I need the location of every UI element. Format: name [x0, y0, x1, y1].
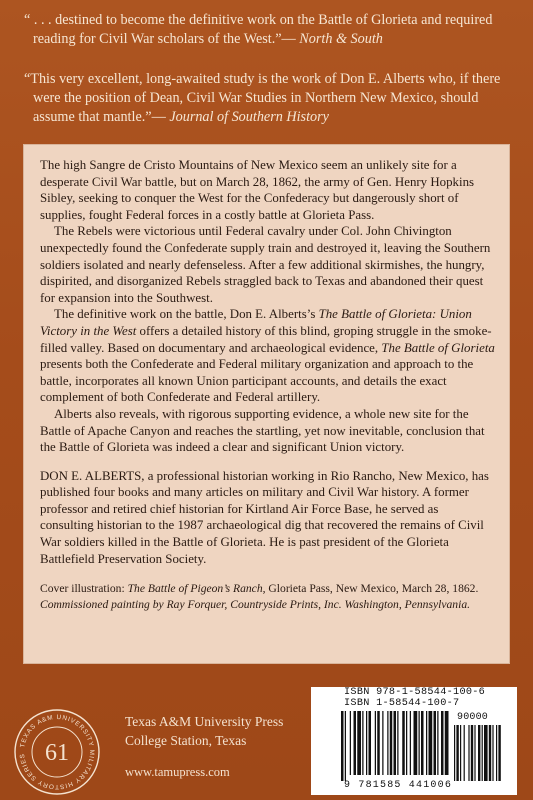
barcode-bars — [311, 687, 517, 795]
painting-credit: Commissioned painting by Ray Forquer, Countryside Prints, Inc. Washington, Pennsylvania. — [40, 597, 471, 611]
publisher-name: Texas A&M University Press — [125, 714, 284, 729]
publisher-website: www.tamupress.com — [125, 765, 230, 779]
painting-title: The Battle of Pigeon’s Ranch, — [127, 582, 266, 596]
isbn-10: ISBN 1-58544-100-7 — [344, 698, 460, 709]
barcode-addon-bar — [454, 725, 455, 781]
review-quote-north-south — [24, 11, 518, 49]
quote-source: Journal of Southern History — [165, 109, 329, 125]
quote-text: “ . . . destined to become the definitive work on the Battle of Glorieta and required reading for Civil War scholars of the West.”— — [24, 12, 493, 47]
barcode-bar — [429, 711, 433, 775]
barcode-addon-bar — [468, 725, 469, 781]
description-paragraph: Alberts also reveals, with rigorous supporting evidence, a whole new site for the Battle of Apache Canyon and reaches the startling, yet now inevitable, conclusion that the Battle of Glorieta was indeed a clear and significant Union victory. — [40, 406, 485, 455]
text-run: presents both the Confederate and Federal military organization and approach to the battle, incorporates all known Union participant accounts, and details the exact complement of both Confederate and Federal artillery. — [40, 357, 474, 405]
barcode-bar — [362, 711, 363, 775]
text-run: offers a detailed history of this blind, groping struggle in the smoke-filled valley. Based on documentary and archaeological evidence, — [40, 323, 492, 355]
barcode-bar — [382, 711, 383, 775]
barcode-bar — [369, 711, 372, 775]
barcode-bar — [366, 711, 367, 775]
description-paragraph — [40, 306, 495, 406]
barcode-bar — [437, 711, 438, 775]
barcode-addon-bar — [464, 725, 465, 781]
text-run: The definitive work on the battle, Don E. Alberts’s — [54, 307, 319, 322]
review-quote-journal-southern-history — [24, 70, 518, 127]
barcode-addon-bar — [456, 725, 458, 781]
barcode-addon-bar — [482, 725, 483, 781]
barcode-bar — [377, 711, 380, 775]
isbn-13: ISBN 978-1-58544-100-6 — [344, 687, 486, 698]
barcode-addon-number: 90000 — [457, 712, 489, 723]
barcode-bar — [445, 711, 449, 775]
caption-prefix: Cover illustration: — [40, 582, 128, 596]
barcode-bar — [414, 711, 418, 775]
quote-text: “This very excellent, long-awaited study is the work of Don E. Alberts who, if there were the position of Dean, Civil War Studies in Northern New Mexico, should assume that mantle.”— — [24, 71, 501, 125]
barcode-bar — [441, 711, 444, 775]
publisher-city: College Station, Texas — [125, 733, 247, 748]
barcode-bar — [350, 711, 351, 775]
barcode-bar — [357, 711, 361, 775]
barcode-bar — [390, 711, 393, 775]
description-panel — [23, 144, 510, 664]
quote-source: North & South — [295, 31, 383, 47]
barcode-bar — [402, 711, 405, 775]
series-seal-graphic — [12, 707, 102, 797]
barcode-addon-bar — [474, 725, 475, 781]
barcode-bar — [394, 711, 397, 775]
description-paragraph: The Rebels were victorious until Federal cavalry under Col. John Chivington unexpectedly found the Confederate supply train and destroyed it, leaving the Southern soldiers isolated and nearly defenseless. After a few additional skirmishes, the hungry, dispirited, and disorganized Rebels straggled back to Texas and abandoned their quest for expansion into the Southwest. — [40, 224, 491, 305]
military-history-series-seal — [12, 707, 102, 797]
caption-place: Glorieta Pass, New Mexico, March 28, 1862. — [265, 582, 479, 596]
barcode-bar — [434, 711, 437, 775]
barcode-bar — [375, 711, 376, 775]
barcode-addon-bar — [460, 725, 461, 781]
barcode-addon-bar — [498, 725, 500, 781]
isbn-barcode — [311, 687, 517, 795]
barcode-addon-bar — [471, 725, 473, 781]
seal-ring-text: TEXAS A&M UNIVERSITY MILITARY HISTORY SERIES — [18, 713, 96, 791]
book-title: The Battle of Glorieta: Union Victory in the West — [40, 307, 472, 338]
barcode-bar — [421, 711, 424, 775]
barcode-addon-bar — [489, 725, 491, 781]
barcode-addon-bar — [484, 725, 488, 781]
barcode-bar — [410, 711, 411, 775]
barcode-bar — [387, 711, 388, 775]
barcode-bar — [354, 711, 357, 775]
barcode-bar — [406, 711, 407, 775]
barcode-bar — [397, 711, 398, 775]
barcode-ean-number: 9 781585 441006 — [344, 780, 453, 791]
description-paragraph: The high Sangre de Cristo Mountains of New Mexico seem an unlikely site for a desperate Civil War battle, but on March 28, 1862, the army of Gen. Henry Hopkins Sibley, seeking to conquer the West for the Confederacy but dangerously short of supplies, fought Federal forces in a costly battle at Glorieta Pass. — [40, 158, 475, 222]
series-number: 61 — [45, 740, 69, 766]
barcode-addon-bar — [478, 725, 480, 781]
barcode-addon-bar — [492, 725, 493, 781]
barcode-bar — [341, 711, 344, 781]
cover-illustration-caption — [40, 581, 495, 612]
barcode-bar — [345, 711, 346, 781]
barcode-addon-bar — [496, 725, 497, 781]
barcode-bar — [419, 711, 420, 775]
author-bio: DON E. ALBERTS, a professional historian working in Rio Rancho, New Mexico, has published four books and many articles on military and Civil War history. A former professor and retired chief historian for Kirtland Air Force Base, he served as consulting historian to the 1987 archaeological dig that recovered the remains of Civil War soldiers killed in the Battle of Glorieta. He is past president of the Glorieta Battlefield Preservation Society. — [40, 468, 489, 566]
barcode-bar — [426, 711, 427, 775]
book-title: The Battle of Glorieta — [381, 340, 495, 355]
publisher-block — [125, 712, 283, 782]
